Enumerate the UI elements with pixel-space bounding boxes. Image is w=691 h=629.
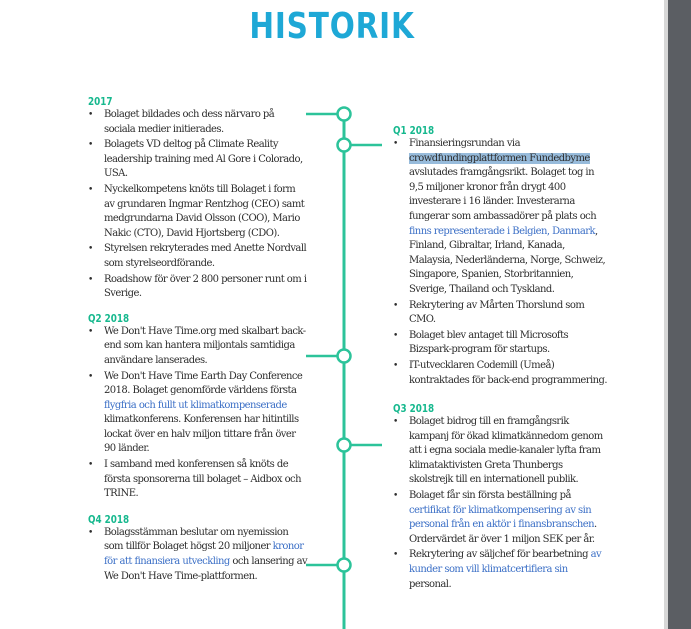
- blue-text: flygfria och fullt ut klimatkompenserade: [104, 399, 287, 411]
- section-q2-2018: [88, 312, 308, 502]
- list-item: • Bolaget bildades och dess närvaro på sociala medier initierades.: [88, 108, 308, 137]
- list-item: • Nyckelkompetens knöts till Bolaget i form av grundaren Ingmar Rentzhog (CEO) samt medgrundarna David Olsson (COO), Mario Nakic (CTO), David Hjortsberg (CDO).: [88, 183, 308, 241]
- bullet-list: [88, 108, 308, 302]
- blue-text: finns representerade i Belgien, Danmark: [409, 225, 595, 237]
- bullet-list: [88, 325, 308, 502]
- list-item: • IT-utvecklaren Codemill (Umeå) kontraktades för back-end programmering.: [393, 359, 608, 388]
- timeline-node-q4-2018: [338, 559, 351, 572]
- list-item: • Bolagsstämman beslutar om nyemission som tillför Bolaget högst 20 miljoner kronor för att finansiera utveckling och lansering av We Don't Have Time-plattformen.: [88, 526, 308, 584]
- section-heading: Q3 2018: [393, 402, 435, 416]
- list-item: • I samband med konferensen så knöts de första sponsorerna till bolaget – Aidbox och TRINE.: [88, 458, 308, 502]
- list-item: • Bolaget bidrog till en framgångsrik kampanj för ökad klimatkännedom genom att i egna sociala medie-kanaler lyfta fram klimataktivisten Greta Thunbergs skolstrejk till en internationell publik.: [393, 415, 608, 488]
- right-column: [393, 124, 608, 593]
- timeline-node-2017: [338, 108, 351, 121]
- list-item: • Bolagets VD deltog på Climate Reality leadership training med Al Gore i Colorado, USA.: [88, 138, 308, 182]
- list-item: • Bolaget blev antaget till Microsofts Bizspark-program för startups.: [393, 329, 608, 358]
- left-column: [88, 95, 308, 585]
- list-item: • Rekrytering av Mårten Thorslund som CMO.: [393, 299, 608, 328]
- list-item: • We Don't Have Time Earth Day Conference 2018. Bolaget genomförde världens första flygfria och fullt ut klimatkompenserade klimatkonferens. Konferensen har hitintills lockat över en halv miljon tittare från över 90 länder.: [88, 370, 308, 458]
- bullet-list: [393, 137, 608, 388]
- blue-text: kronor för att finansiera utveckling: [104, 541, 304, 568]
- section-heading: Q2 2018: [88, 311, 130, 325]
- list-item: • Rekrytering av säljchef för bearbetning av kunder som vill klimatcertifiera sin personal.: [393, 548, 608, 592]
- list-item: • Finansieringsrundan via crowdfundingplattformen Fundedbyme avslutades framgångsrikt. Bolaget tog in 9,5 miljoner kronor från drygt 400 investerare i 16 länder. Investerarna fungerar som ambassadörer på plats och finns representerade i Belgien, Danmark, Finland, Gibraltar, Irland, Kanada, Malaysia, Nederländerna, Norge, Schweiz, Singapore, Spanien, Storbritannien, Sverige, Thailand och Tyskland.: [393, 137, 608, 298]
- timeline-node-q1-2018: [338, 139, 351, 152]
- blue-text: av kunder som vill klimatcertifiera sin: [409, 549, 602, 576]
- timeline-node-q3-2018: [338, 439, 351, 452]
- section-q3-2018: [393, 402, 608, 592]
- list-item: • Bolaget får sin första beställning på certifikat för klimatkompensering av sin personal från en aktör i finansbranschen. Ordervärdet är över 1 miljon SEK per år.: [393, 489, 608, 547]
- section-q1-2018: [393, 124, 608, 388]
- section-heading: Q1 2018: [393, 124, 435, 137]
- page-edge-shadow: [664, 0, 668, 629]
- list-item: • Roadshow för över 2 800 personer runt om i Sverige.: [88, 273, 308, 302]
- list-item: • Styrelsen rekryterades med Anette Nordvall som styrelseordförande.: [88, 242, 308, 271]
- section-heading: 2017: [88, 95, 113, 108]
- section-2017: [88, 95, 308, 302]
- selected-text[interactable]: crowdfundingplattformen Fundedbyme: [409, 152, 590, 164]
- list-item: • We Don't Have Time.org med skalbart back-end som kan hantera miljontals samtidiga användare lanserades.: [88, 325, 308, 369]
- section-heading: Q4 2018: [88, 512, 130, 526]
- bullet-list: [88, 526, 308, 584]
- page-title: HISTORIK: [249, 6, 415, 47]
- section-q4-2018: [88, 513, 308, 584]
- blue-text: certifikat för klimatkompensering av sin personal från en aktör i finansbranschen: [409, 504, 595, 531]
- bullet-list: [393, 415, 608, 592]
- timeline-node-q2-2018: [338, 350, 351, 363]
